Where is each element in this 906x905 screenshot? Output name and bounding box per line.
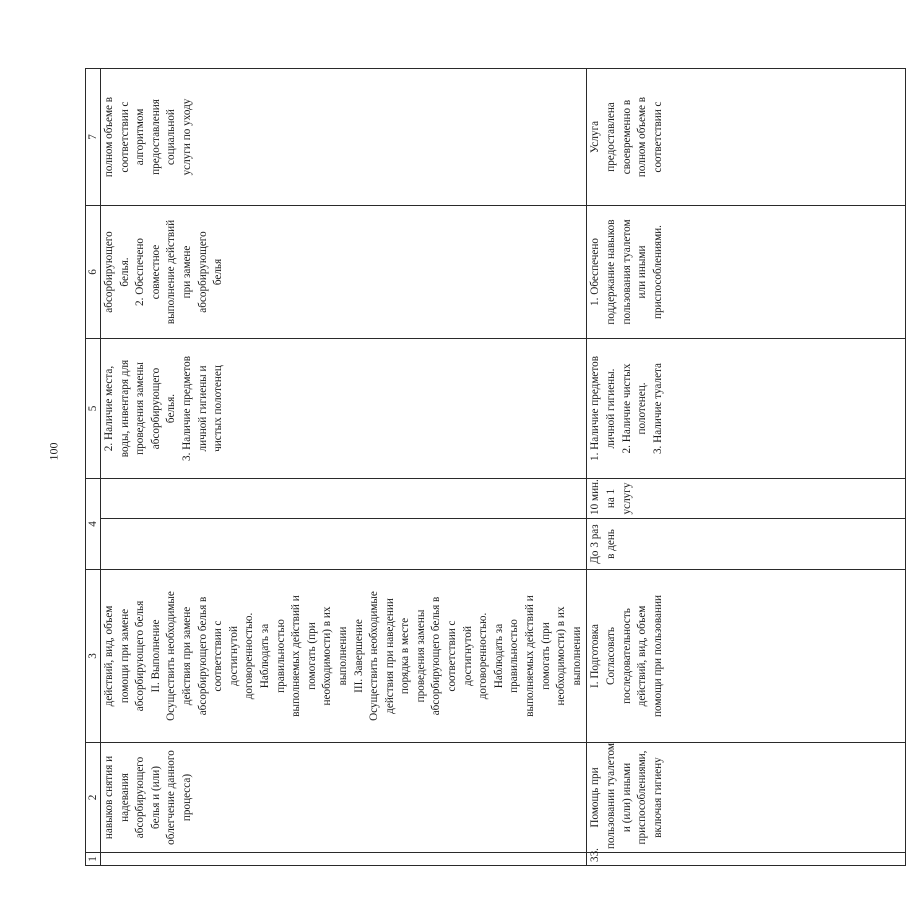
cell-line: услуги по уходу: [180, 98, 193, 176]
header-cell: 7: [86, 69, 101, 206]
cell-line: помогать (при: [305, 622, 318, 690]
cell-frequency: [101, 519, 587, 570]
cell-line: выполнении: [570, 626, 583, 686]
cell-line: соответствии с: [651, 101, 664, 173]
cell-line: процесса): [180, 773, 193, 822]
cell-service: [101, 743, 587, 853]
page-number: 100: [46, 442, 61, 461]
cell-line: или иными: [636, 245, 649, 299]
cell-line: помогать (при: [539, 622, 552, 690]
cell-line: Согласовать: [605, 627, 617, 685]
cell-line: воды, инвентаря для: [118, 359, 131, 458]
cell-line: полотенец.: [636, 382, 649, 435]
header-row: [86, 69, 101, 866]
rotated-table-wrapper: [85, 69, 664, 866]
cell-line: необходимости) в их: [321, 606, 334, 706]
cell-line: договоренностью.: [477, 612, 490, 700]
cell-frequency: [587, 519, 906, 570]
cell-line: действий, вид, объем: [636, 605, 649, 707]
cell-line: приспособлениями.: [651, 225, 664, 319]
cell-line: действия при замене: [180, 606, 193, 706]
cell-line: 2. Обеспечено: [134, 238, 147, 306]
cell-line: 1. Обеспечено: [589, 238, 602, 306]
cell-actions: [587, 570, 906, 743]
cell-line: Наблюдать за: [258, 623, 271, 689]
cell-line: Услуга: [589, 120, 602, 154]
cell-line: включая гигиену: [651, 757, 664, 838]
cell-line: 2. Наличие места,: [103, 365, 115, 452]
cell-results: [587, 206, 906, 339]
cell-line: выполняемых действий и: [290, 595, 303, 717]
cell-duration: [587, 479, 906, 519]
cell-line: абсорбирующего белья в: [430, 596, 443, 716]
cell-line: и (или) иными: [620, 762, 633, 833]
cell-line: 3. Наличие туалета: [651, 362, 664, 455]
cell-line: достигнутой: [227, 626, 240, 686]
cell-line: соответствии с: [118, 101, 131, 173]
header-cell: 5: [86, 339, 101, 479]
cell-line: правильностью: [274, 619, 287, 693]
cell-num: [101, 853, 587, 866]
cell-line: белья.: [165, 393, 178, 424]
cell-line: полном объеме в: [103, 96, 115, 178]
cell-line: помощи при замене: [118, 608, 131, 704]
cell-line: правильностью: [508, 619, 521, 693]
cell-line: совместное: [149, 244, 162, 300]
cell-line: абсорбирующего: [149, 367, 162, 450]
cell-line: проведения замены: [414, 609, 427, 703]
cell-line: соответствии с: [212, 620, 225, 692]
cell-line: выполняемых действий и: [524, 595, 537, 717]
cell-line: чистых полотенец: [212, 365, 225, 452]
cell-line: помощи при пользовании: [651, 595, 664, 717]
cell-line: белья и (или): [149, 766, 162, 829]
cell-line: социальной: [165, 109, 178, 165]
cell-num: 33.: [587, 853, 906, 866]
header-cell: 6: [86, 206, 101, 339]
cell-line: белья.: [118, 257, 131, 287]
cell-line: абсорбирующего: [134, 756, 147, 839]
cell-line: пользования туалетом: [620, 219, 633, 325]
cell-line: Осуществить необходимые: [368, 591, 381, 721]
cell-line: услугу: [620, 482, 633, 515]
cell-results: [101, 206, 587, 339]
header-cell: 1: [86, 853, 101, 866]
header-cell: 4: [86, 479, 101, 570]
cell-line: Осуществить необходимые: [165, 591, 178, 721]
cell-line: своевременно в: [620, 99, 633, 175]
cell-quality: [101, 69, 587, 206]
cell-line: Наблюдать за: [492, 623, 505, 689]
cell-quality: [587, 69, 906, 206]
cell-duration: [101, 479, 587, 519]
cell-line: необходимости) в их: [555, 606, 568, 706]
header-cell: 2: [86, 743, 101, 853]
cell-line: на 1: [605, 488, 617, 509]
cell-line: III. Завершение: [352, 619, 365, 693]
cell-line: поддержание навыков: [605, 219, 617, 325]
cell-line: абсорбирующего: [103, 231, 115, 313]
cell-line: I. Подготовка: [589, 624, 602, 688]
cell-line: приспособлениями,: [636, 750, 649, 845]
cell-line: пользовании туалетом: [605, 743, 617, 849]
cell-line: достигнутой: [461, 626, 474, 686]
cell-line: действий, вид, объем: [103, 605, 115, 707]
cell-line: 10 мин.: [589, 479, 602, 515]
services-table: [85, 68, 906, 866]
cell-line: Помощь при: [589, 767, 602, 828]
cell-line: полном объеме в: [636, 96, 649, 178]
cell-conditions: [101, 339, 587, 479]
cell-line: 3. Наличие предметов: [180, 355, 193, 462]
cell-line: До 3 раз: [589, 524, 602, 564]
cell-line: личной гигиены и: [196, 365, 209, 452]
cell-line: облегчение данного: [165, 750, 178, 845]
cell-line: порядка в месте: [399, 617, 412, 695]
cell-line: соответствии с: [446, 620, 459, 692]
cell-line: абсорбирующего: [196, 231, 209, 313]
cell-line: надевания: [118, 773, 131, 822]
cell-line: действия при наведении: [383, 598, 396, 714]
cell-line: алгоритмом: [134, 108, 147, 166]
cell-line: белья: [212, 258, 225, 286]
cell-line: абсорбирующего белья в: [196, 596, 209, 716]
cell-line: предоставлена: [605, 102, 617, 172]
cell-line: 2. Наличие чистых: [620, 363, 633, 454]
cell-service: [587, 743, 906, 853]
cell-line: при замене: [180, 245, 193, 299]
cell-line: последовательность: [620, 608, 633, 704]
cell-line: II. Выполнение: [149, 619, 162, 693]
cell-line: навыков снятия и: [103, 755, 115, 840]
cell-actions: [101, 570, 587, 743]
cell-line: выполнении: [336, 626, 349, 686]
table-row: [587, 69, 906, 866]
cell-line: личной гигиены.: [605, 368, 617, 449]
cell-line: предоставления: [149, 99, 162, 175]
table-row: [101, 69, 587, 866]
cell-line: в день: [605, 529, 617, 559]
cell-line: выполнение действий: [165, 219, 178, 325]
cell-conditions: [587, 339, 906, 479]
header-cell: 3: [86, 570, 101, 743]
cell-line: абсорбирующего белья: [134, 600, 147, 712]
cell-line: договоренностью.: [243, 612, 256, 700]
cell-line: 1. Наличие предметов: [589, 355, 602, 462]
cell-line: проведения замены: [134, 362, 147, 455]
